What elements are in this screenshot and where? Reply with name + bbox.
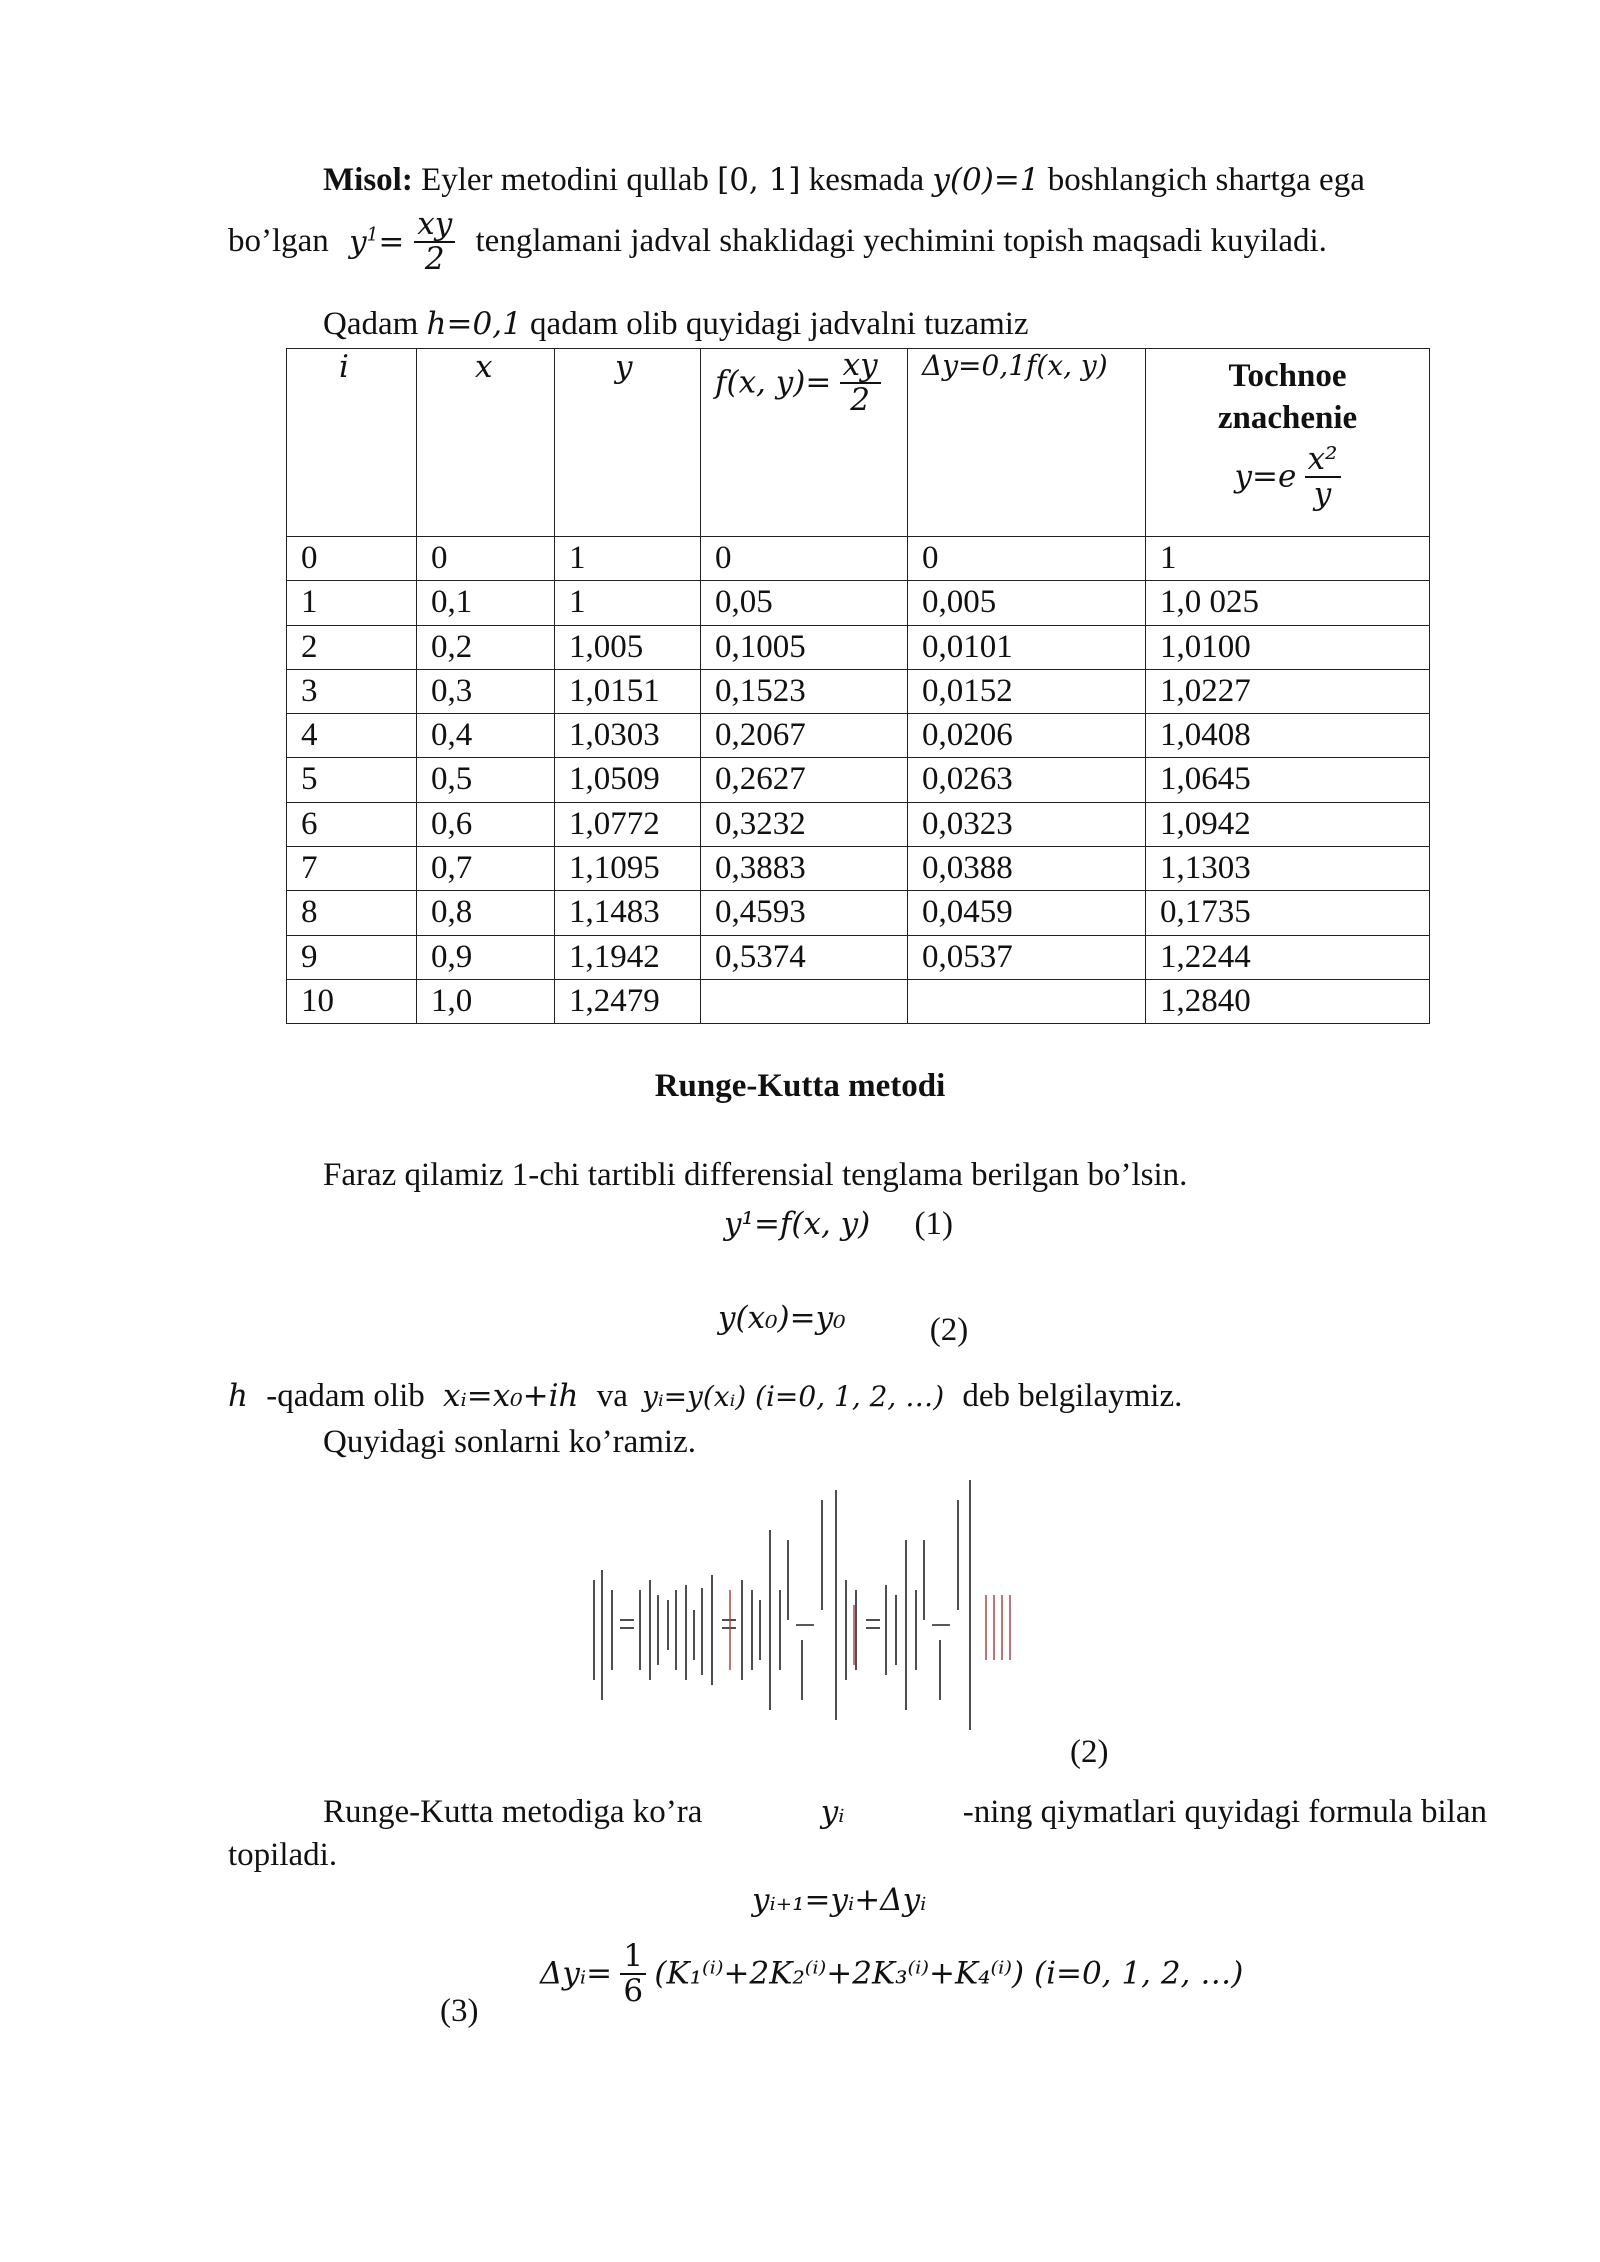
table-cell: 0,3 <box>417 669 555 713</box>
intro-line-1 <box>323 162 1365 199</box>
table-cell: 10 <box>287 979 417 1023</box>
table-cell: 1 <box>1146 537 1430 581</box>
table-cell: 1 <box>555 537 701 581</box>
header-i: i <box>287 349 417 537</box>
table-cell: 1,1942 <box>555 935 701 979</box>
table-cell: 3 <box>287 669 417 713</box>
section-title: Runge-Kutta metodi <box>654 1068 946 1104</box>
equation-lhs: $y^1=$ <box>349 223 405 260</box>
intro-text-b: kesmada <box>808 162 925 198</box>
table-cell: 0,2627 <box>701 758 908 802</box>
table-cell: 8 <box>287 891 417 935</box>
equation-fraction: $\frac{xy}{2}$ <box>414 208 455 275</box>
table-cell: 1,0772 <box>555 802 701 846</box>
table-cell: 6 <box>287 802 417 846</box>
table-cell: 1,0509 <box>555 758 701 802</box>
table-row <box>287 669 1430 713</box>
table-cell: 1,0408 <box>1146 714 1430 758</box>
rk-equation-2: y(x₀)=y₀ (2) <box>718 1300 969 1348</box>
table-cell: 0,0388 <box>908 847 1146 891</box>
table-cell: 1,0303 <box>555 714 701 758</box>
table-cell: 0,0459 <box>908 891 1146 935</box>
table-cell: 0,5374 <box>701 935 908 979</box>
table-cell: 1,2840 <box>1146 979 1430 1023</box>
table-cell: 0,1523 <box>701 669 908 713</box>
rk-paragraph-3-line-1: Runge-Kutta metodiga ko’ra yᵢ -ning qiymatlari quyidagi formula bilan <box>323 1794 1487 1830</box>
table-cell: 1,0 025 <box>1146 581 1430 625</box>
table-cell: 0,0152 <box>908 669 1146 713</box>
rk-step-line: h -qadam olib xᵢ=x₀+ih va yᵢ=y(xᵢ) (i=0, 1, 2, …) deb belgilaymiz. <box>228 1378 1183 1414</box>
table-cell: 0,1735 <box>1146 891 1430 935</box>
intro-line-3 <box>323 306 1029 343</box>
euler-table <box>286 348 1430 1024</box>
table-row <box>287 979 1430 1023</box>
table-cell: 1,005 <box>555 625 701 669</box>
k-coefficients-formula-image <box>590 1470 1030 1770</box>
example-label: Misol: <box>323 162 413 198</box>
table-cell: 1,1095 <box>555 847 701 891</box>
table-cell: 0,2067 <box>701 714 908 758</box>
step-size: h=0,1 <box>426 306 522 342</box>
table-cell: 0,5 <box>417 758 555 802</box>
intro-line3-b: qadam olib quyidagi jadvalni tuzamiz <box>530 306 1029 342</box>
table-cell: 0,8 <box>417 891 555 935</box>
table-cell: 0,0323 <box>908 802 1146 846</box>
table-row <box>287 581 1430 625</box>
header-exact: Tochnoe znachenie y=e $\frac{\text{x²}}{y}$ <box>1146 349 1430 537</box>
table-cell: 0,4593 <box>701 891 908 935</box>
table-row <box>287 891 1430 935</box>
table-cell: 1,1483 <box>555 891 701 935</box>
header-y: y <box>555 349 701 537</box>
rk-equation-1: y¹=f(x, y) (1) <box>724 1206 954 1242</box>
table-header-row <box>287 349 1430 537</box>
table-cell: 1,0151 <box>555 669 701 713</box>
table-cell: 1,1303 <box>1146 847 1430 891</box>
intro-line2-a: bo’lgan <box>228 223 329 260</box>
intro-line2-b: tenglamani jadval shaklidagi yechimini topish maqsadi kuyiladi. <box>475 223 1327 260</box>
rk-paragraph-2: Quyidagi sonlarni ko’ramiz. <box>323 1424 696 1460</box>
table-cell: 1,0100 <box>1146 625 1430 669</box>
rk-formula-3-number: (3) <box>440 1993 479 2029</box>
table-cell: 0,4 <box>417 714 555 758</box>
table-cell: 0,9 <box>417 935 555 979</box>
rk-formula-3b: Δyᵢ= $\frac{1}{6}$ (K₁⁽ⁱ⁾+2K₂⁽ⁱ⁾+2K₃⁽ⁱ⁾+K₄⁽ⁱ⁾) (i=0, 1, 2, …) <box>540 1938 1244 2009</box>
table-cell: 1,0227 <box>1146 669 1430 713</box>
table-cell <box>908 979 1146 1023</box>
intro-text-a: Eyler metodini qullab <box>421 162 709 198</box>
table-cell: 1,0 <box>417 979 555 1023</box>
header-x: x <box>417 349 555 537</box>
rk-paragraph-3-line-2: topiladi. <box>228 1837 338 1873</box>
table-cell: 7 <box>287 847 417 891</box>
initial-condition: y(0)=1 <box>932 162 1040 198</box>
table-cell: 0,1005 <box>701 625 908 669</box>
table-cell: 0 <box>287 537 417 581</box>
interval: [0, 1] <box>717 162 801 198</box>
table-cell: 1 <box>555 581 701 625</box>
table-row <box>287 802 1430 846</box>
intro-text-c: boshlangich shartga ega <box>1047 162 1365 198</box>
table-cell: 0,2 <box>417 625 555 669</box>
table-cell: 1,2479 <box>555 979 701 1023</box>
table-cell: 0,0537 <box>908 935 1146 979</box>
table-cell: 5 <box>287 758 417 802</box>
table-row <box>287 847 1430 891</box>
table-row <box>287 625 1430 669</box>
table-cell: 0,0263 <box>908 758 1146 802</box>
intro-line-2 <box>228 208 1327 275</box>
table-cell: 0,005 <box>908 581 1146 625</box>
k-formula-number: (2) <box>1070 1734 1109 1770</box>
table-cell: 1,0942 <box>1146 802 1430 846</box>
rk-formula-3a: yᵢ₊₁=yᵢ+Δyᵢ <box>752 1882 927 1918</box>
header-f: f(x, y)= $\frac{xy}{2}$ <box>701 349 908 537</box>
table-cell: 4 <box>287 714 417 758</box>
table-cell: 0 <box>701 537 908 581</box>
table-cell: 0,6 <box>417 802 555 846</box>
table-row <box>287 714 1430 758</box>
table-cell: 0 <box>417 537 555 581</box>
header-delta-y: Δy=0,1f(x, y) <box>908 349 1146 537</box>
table-cell: 1 <box>287 581 417 625</box>
rk-paragraph-1: Faraz qilamiz 1-chi tartibli differensial tenglama berilgan bo’lsin. <box>323 1157 1188 1193</box>
table-cell: 0,7 <box>417 847 555 891</box>
table-cell: 0,3232 <box>701 802 908 846</box>
table-row <box>287 537 1430 581</box>
table-cell: 2 <box>287 625 417 669</box>
table-cell: 0,3883 <box>701 847 908 891</box>
table-cell: 0,1 <box>417 581 555 625</box>
table-cell: 0,05 <box>701 581 908 625</box>
table-row <box>287 935 1430 979</box>
table-cell: 9 <box>287 935 417 979</box>
intro-line3-a: Qadam <box>323 306 419 342</box>
table-cell <box>701 979 908 1023</box>
table-cell: 0,0206 <box>908 714 1146 758</box>
table-cell: 1,0645 <box>1146 758 1430 802</box>
table-cell: 0,0101 <box>908 625 1146 669</box>
table-row <box>287 758 1430 802</box>
table-cell: 0 <box>908 537 1146 581</box>
table-cell: 1,2244 <box>1146 935 1430 979</box>
